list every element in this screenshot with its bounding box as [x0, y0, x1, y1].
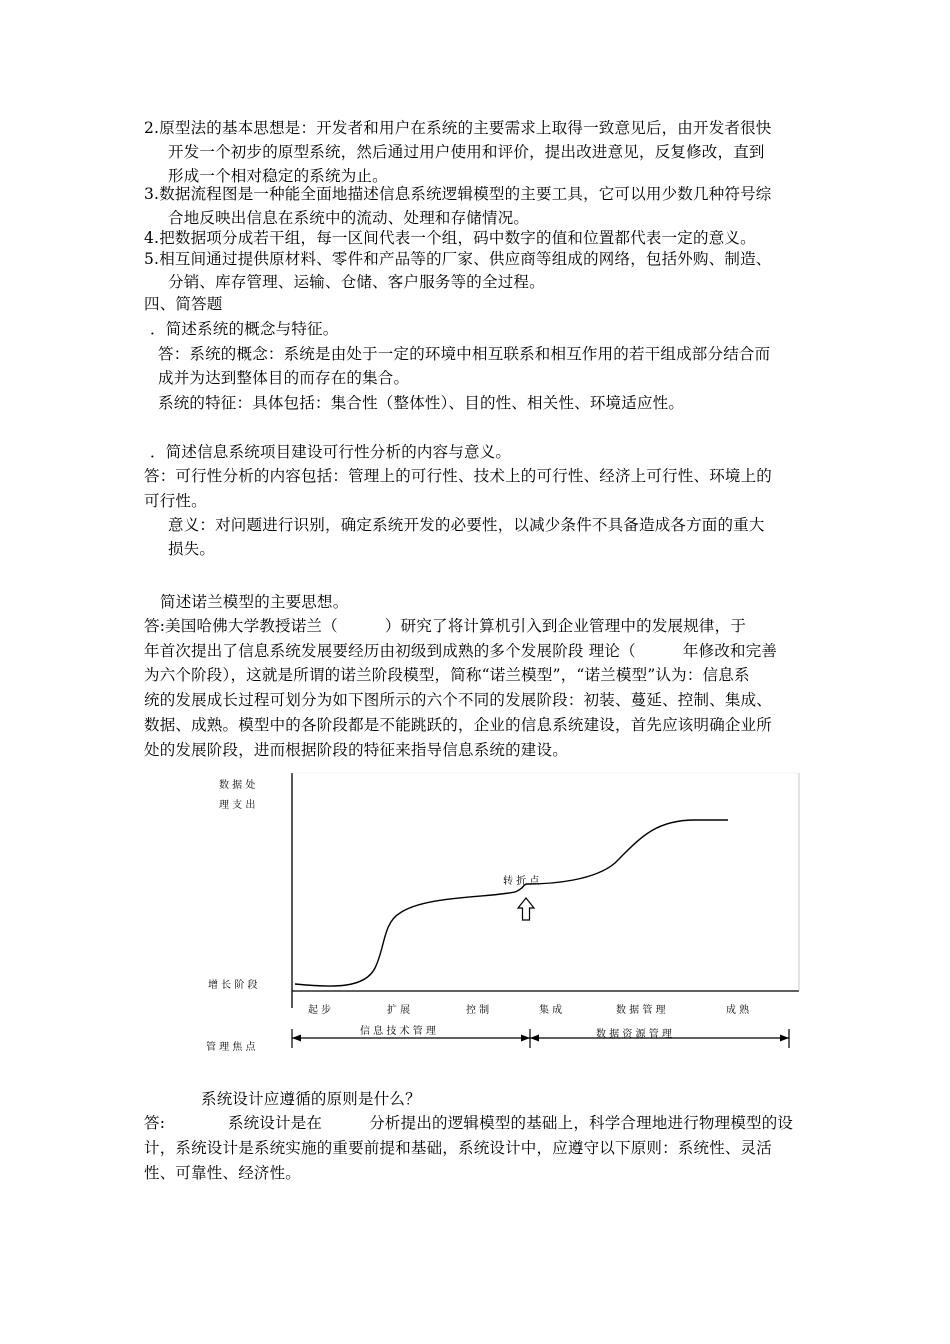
stage-label-2: 扩 展: [387, 1005, 411, 1016]
up-arrow-icon: [518, 898, 534, 920]
answer-3-line-2: 合地反映出信息在系统中的流动、处理和存储情况。: [168, 209, 530, 227]
turning-point-label: 转 折 点: [503, 876, 540, 887]
answer-4-line-1: 4.把数据项分成若干组，每一区间代表一个组，码中数字的值和位置都代表一定的意义。: [144, 229, 756, 247]
answer-q3-line-6: 处的发展阶段，进而根据阶段的特征来指导信息系统的建设。: [144, 741, 568, 759]
answer-5-line-1: 5.相互间通过提供原材料、零件和产品等的厂家、供应商等组成的网络，包括外购、制造、: [144, 250, 772, 268]
question-1: ．简述系统的概念与特征。: [150, 320, 339, 338]
management-focus-label: 管 理 焦 点: [206, 1042, 256, 1053]
y-axis-label-line-1: 数 据 处: [219, 780, 256, 791]
arrow-right-icon: [780, 1035, 789, 1042]
stage-label-6: 成 熟: [726, 1005, 750, 1016]
answer-q2-line-1: 答：可行性分析的内容包括：管理上的可行性、技术上的可行性、经济上可行性、环境上的: [144, 467, 773, 485]
answer-q1-line-2: 成并为达到整体目的而存在的集合。: [158, 369, 410, 387]
answer-q1-line-3: 系统的特征：具体包括：集合性（整体性）、目的性、相关性、环境适应性。: [158, 394, 685, 412]
answer-5-line-2: 分销、库存管理、运输、仓储、客户服务等的全过程。: [168, 273, 545, 291]
question-4: 系统设计应遵循的原则是什么？: [201, 1090, 421, 1108]
answer-q2-line-4: 损失。: [168, 540, 216, 558]
stage-label-4: 集 成: [539, 1005, 563, 1016]
answer-q2-line-3: 意义：对问题进行识别，确定系统开发的必要性，以减少条件不具备造成各方面的重大: [168, 516, 765, 534]
answer-q4-line-3: 性、可靠性、经济性。: [144, 1164, 302, 1182]
arrow-left-icon: [530, 1035, 539, 1042]
stage-label-5: 数 据 管 理: [616, 1005, 666, 1016]
answer-q3-line-2: 年首次提出了信息系统发展要经历由初级到成熟的多个发展阶段 理论（ 年修改和完善: [144, 642, 778, 660]
answer-q4-line-2: 计，系统设计是系统实施的重要前提和基础，系统设计中，应遵守以下原则：系统性、灵活: [144, 1139, 773, 1157]
answer-2-line-1: 2.原型法的基本思想是：开发者和用户在系统的主要需求上取得一致意见后，由开发者很快: [144, 119, 772, 137]
question-2: ．简述信息系统项目建设可行性分析的内容与意义。: [150, 443, 512, 461]
y-axis-label-line-2: 理 支 出: [219, 800, 256, 811]
answer-2-line-2: 开发一个初步的原型系统，然后通过用户使用和评价，提出改进意见，反复修改，直到: [168, 143, 765, 161]
answer-q2-line-2: 可行性。: [144, 492, 207, 510]
answer-q1-line-1: 答：系统的概念：系统是由处于一定的环境中相互联系和相互作用的若干组成部分结合而: [158, 345, 771, 363]
growth-stage-label: 增 长 阶 段: [208, 980, 258, 991]
answer-q3-line-1: 答:美国哈佛大学教授诺兰（ ）研究了将计算机引入到企业管理中的发展规律，于: [144, 617, 747, 635]
answer-q3-line-3: 为六个阶段），这就是所谓的诺兰阶段模型，简称“诺兰模型”，“诺兰模型”认为：信息系: [144, 666, 750, 684]
arrow-right-icon: [521, 1035, 530, 1042]
arrow-left-icon: [292, 1035, 301, 1042]
stage-label-1: 起 步: [308, 1005, 332, 1016]
focus-it-label: 信 息 技 术 管 理: [360, 1026, 436, 1037]
answer-3-line-1: 3.数据流程图是一种能全面地描述信息系统逻辑模型的主要工具，它可以用少数几种符号综: [144, 185, 772, 203]
focus-data-label: 数 据 资 源 管 理: [596, 1029, 672, 1040]
stage-label-3: 控 制: [466, 1005, 490, 1016]
answer-2-line-3: 形成一个相对稳定的系统为止。: [168, 167, 388, 185]
question-3: 简述诺兰模型的主要思想。: [160, 593, 349, 611]
answer-q3-line-4: 统的发展成长过程可划分为如下图所示的六个不同的发展阶段：初装、蔓延、控制、集成、: [144, 691, 773, 709]
answer-q4-line-1: 答: 系统设计是在 分析提出的逻辑模型的基础上，科学合理地进行物理模型的设: [144, 1114, 794, 1132]
answer-q3-line-5: 数据、成熟。模型中的各阶段都是不能跳跃的，企业的信息系统建设，首先应该明确企业所: [144, 716, 773, 734]
section-heading: 四、简答题: [144, 295, 223, 313]
growth-curve: [295, 820, 728, 986]
nolan-model-diagram: [195, 768, 805, 1058]
